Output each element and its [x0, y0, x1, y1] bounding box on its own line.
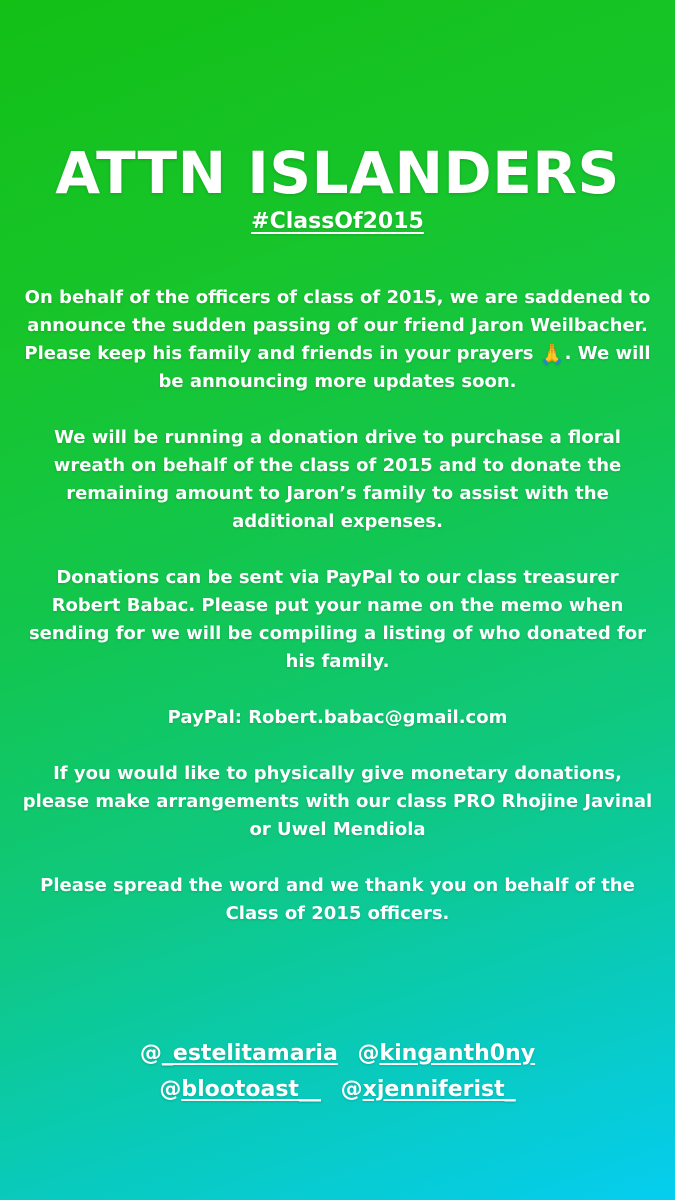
mentions-block	[0, 1036, 675, 1108]
paragraph-announcement	[22, 284, 653, 396]
paragraph-donation-drive: We will be running a donation drive to purchase a floral wreath on behalf of the class of 2015 and to donate the remaining amount to Jaron’s family to assist with the additional expenses.	[53, 427, 622, 532]
paragraph-announcement-text: On behalf of the officers of class of 2015, we are saddened to announce the sudden passing of our friend Jaron Weilbacher. Please keep his family and friends in your prayers	[24, 287, 651, 364]
mention-at: @	[340, 1077, 363, 1102]
story-title: ATTN ISLANDERS	[55, 139, 620, 207]
mention-handle: blootoast__	[181, 1077, 321, 1102]
mention-at: @	[159, 1077, 182, 1102]
mention-xjenniferist[interactable]	[341, 1072, 516, 1108]
mention-handle: _estelitamaria	[161, 1041, 338, 1066]
paragraph-physical-donations: If you would like to physically give monetary donations, please make arrangements with our class PRO Rhojine Javinal or Uwel Mendiola	[22, 763, 653, 840]
mention-kinganth0ny[interactable]	[357, 1036, 535, 1072]
mention-estelitamaria[interactable]	[140, 1036, 338, 1072]
paragraph-paypal-address: PayPal: Robert.babac@gmail.com	[167, 707, 508, 728]
praying-hands-icon: 🙏	[539, 342, 565, 366]
paragraph-announcement-text-end: . We will be announcing more updates soon.	[158, 343, 651, 392]
hashtag-link[interactable]: #ClassOf2015	[251, 209, 424, 234]
announcement-body	[22, 284, 653, 928]
mention-blootoast[interactable]	[159, 1072, 321, 1108]
mention-at: @	[357, 1041, 380, 1066]
mention-at: @	[139, 1041, 162, 1066]
mentions-row	[0, 1036, 675, 1072]
mention-handle: kinganth0ny	[379, 1041, 536, 1066]
paragraph-closing: Please spread the word and we thank you on behalf of the Class of 2015 officers.	[40, 875, 635, 924]
mentions-row	[0, 1072, 675, 1108]
paragraph-paypal-instructions: Donations can be sent via PayPal to our class treasurer Robert Babac. Please put your name on the memo when sending for we will be compiling a listing of who donated for his family.	[28, 567, 647, 672]
mention-handle: xjenniferist_	[362, 1077, 516, 1102]
